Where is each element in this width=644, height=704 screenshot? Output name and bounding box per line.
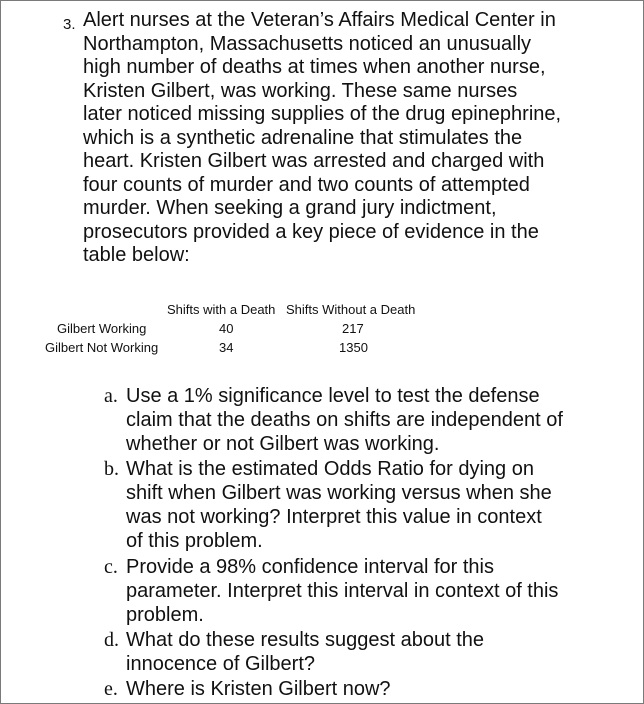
part-text <box>126 677 391 701</box>
part-line: shift when Gilbert was working versus when she <box>126 482 552 504</box>
question-number: 3. <box>63 16 76 33</box>
part-line: Provide a 98% confidence interval for this <box>126 556 494 578</box>
part-line: claim that the deaths on shifts are independent of <box>126 409 563 431</box>
part-line: What is the estimated Odds Ratio for dying on <box>126 458 534 480</box>
part-letter: c. <box>104 556 118 578</box>
part-text <box>126 384 563 456</box>
question-line: later noticed missing supplies of the drug epinephrine, <box>83 103 562 125</box>
question-line: four counts of murder and two counts of attempted <box>83 173 530 196</box>
question-line: Alert nurses at the Veteran’s Affairs Medical Center in <box>83 9 556 31</box>
question-text <box>83 9 603 268</box>
part-text <box>126 555 558 627</box>
question-line: Northampton, Massachusetts noticed an unusually <box>83 32 532 55</box>
part-line: parameter. Interpret this interval in context of this <box>126 580 559 602</box>
table-row-label: Gilbert Not Working <box>45 340 159 355</box>
table-cell: 34 <box>219 340 234 355</box>
part-line: Use a 1% significance level to test the defense <box>126 385 540 407</box>
part-line: whether or not Gilbert was working. <box>126 433 440 455</box>
table-column-header: Shifts Without a Death <box>286 302 416 317</box>
question-line: prosecutors provided a key piece of evidence in the <box>83 220 539 243</box>
table-column-header: Shifts with a Death <box>167 302 276 317</box>
part-line: What do these results suggest about the <box>126 629 484 651</box>
question-line: high number of deaths at times when another nurse, <box>83 56 546 78</box>
table-cell: 1350 <box>339 340 368 355</box>
part-letter: b. <box>104 458 119 480</box>
table-cell: 40 <box>219 321 234 336</box>
part-text <box>126 628 484 676</box>
table-cell: 217 <box>342 321 364 336</box>
part-line: problem. <box>126 604 204 626</box>
part-line: was not working? Interpret this value in context <box>126 506 542 528</box>
table-row-label: Gilbert Working <box>57 321 147 336</box>
question-line: Kristen Gilbert, was working. These same nurses <box>83 79 518 102</box>
question-line: which is a synthetic adrenaline that stimulates the <box>83 126 523 149</box>
part-line: Where is Kristen Gilbert now? <box>126 678 391 700</box>
part-letter: e. <box>104 678 118 700</box>
part-letter: d. <box>104 629 119 651</box>
question-line: murder. When seeking a grand jury indictment, <box>83 197 497 219</box>
part-line: innocence of Gilbert? <box>126 653 316 675</box>
part-line: of this problem. <box>126 530 263 552</box>
question-line: heart. Kristen Gilbert was arrested and charged with <box>83 150 545 172</box>
part-letter: a. <box>104 385 118 407</box>
part-text <box>126 457 552 553</box>
question-line: table below: <box>83 244 190 266</box>
